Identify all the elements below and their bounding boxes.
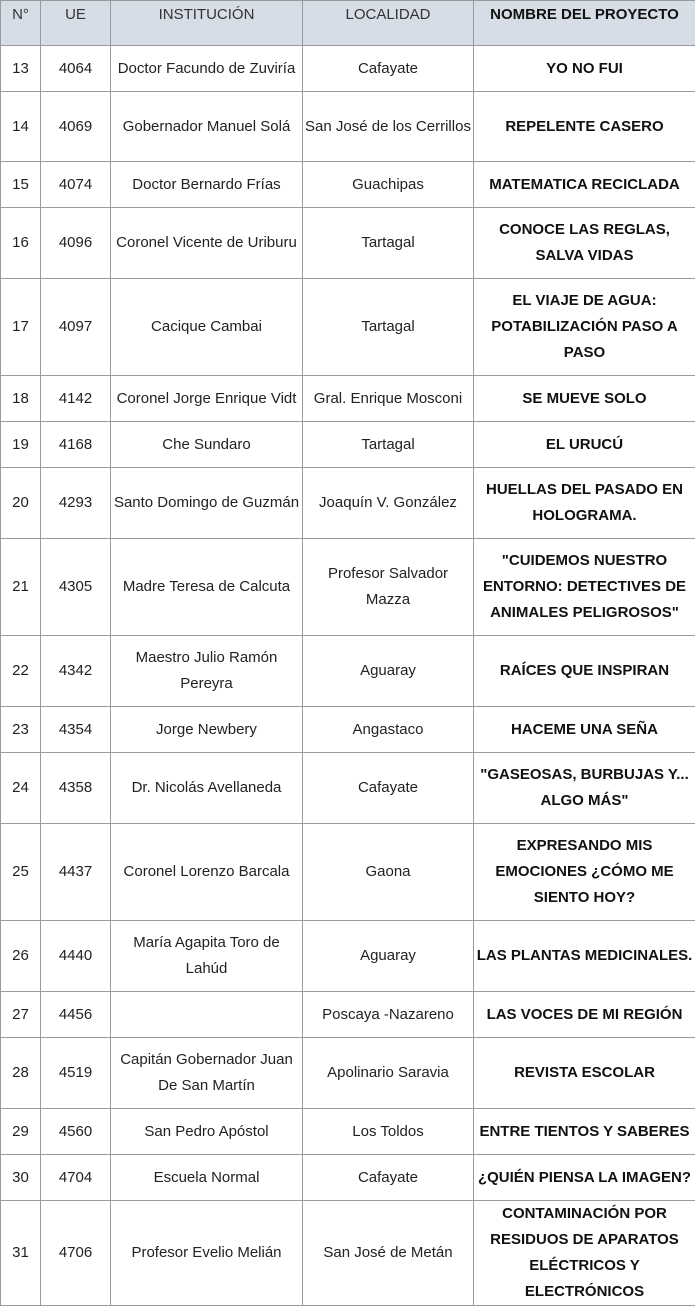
cell-proyecto: CONTAMINACIÓN POR RESIDUOS DE APARATOS ELÉCTRICOS Y ELECTRÓNICOS [474, 1201, 695, 1306]
cell-proyecto: REVISTA ESCOLAR [474, 1038, 695, 1109]
cell-num: 27 [1, 992, 41, 1038]
cell-institucion: María Agapita Toro de Lahúd [111, 921, 303, 992]
cell-localidad: Cafayate [303, 46, 474, 92]
cell-ue: 4168 [41, 422, 111, 468]
cell-num: 26 [1, 921, 41, 992]
table-body [1, 46, 695, 1306]
cell-ue: 4074 [41, 162, 111, 208]
cell-institucion: Coronel Vicente de Uriburu [111, 208, 303, 279]
table-row [1, 921, 695, 992]
cell-ue: 4456 [41, 992, 111, 1038]
cell-ue: 4358 [41, 753, 111, 824]
table-row [1, 162, 695, 208]
table-header [1, 1, 695, 46]
cell-localidad: Aguaray [303, 921, 474, 992]
cell-num: 25 [1, 824, 41, 921]
cell-institucion: Che Sundaro [111, 422, 303, 468]
cell-proyecto: RAÍCES QUE INSPIRAN [474, 636, 695, 707]
cell-ue: 4293 [41, 468, 111, 539]
cell-institucion: Capitán Gobernador Juan De San Martín [111, 1038, 303, 1109]
cell-proyecto: "CUIDEMOS NUESTRO ENTORNO: DETECTIVES DE ANIMALES PELIGROSOS" [474, 539, 695, 636]
cell-institucion: Dr. Nicolás Avellaneda [111, 753, 303, 824]
table-row [1, 1038, 695, 1109]
cell-proyecto: EL URUCÚ [474, 422, 695, 468]
cell-proyecto: HACEME UNA SEÑA [474, 707, 695, 753]
cell-num: 20 [1, 468, 41, 539]
cell-num: 14 [1, 92, 41, 162]
header-proyecto: NOMBRE DEL PROYECTO [474, 1, 695, 46]
cell-proyecto: SE MUEVE SOLO [474, 376, 695, 422]
cell-institucion: San Pedro Apóstol [111, 1109, 303, 1155]
cell-ue: 4706 [41, 1201, 111, 1306]
cell-institucion: Doctor Facundo de Zuviría [111, 46, 303, 92]
cell-proyecto: ENTRE TIENTOS Y SABERES [474, 1109, 695, 1155]
cell-ue: 4142 [41, 376, 111, 422]
cell-localidad: Gaona [303, 824, 474, 921]
cell-ue: 4342 [41, 636, 111, 707]
cell-ue: 4064 [41, 46, 111, 92]
cell-localidad: Cafayate [303, 1155, 474, 1201]
table-row [1, 1155, 695, 1201]
cell-institucion: Profesor Evelio Melián [111, 1201, 303, 1306]
cell-ue: 4560 [41, 1109, 111, 1155]
cell-ue: 4069 [41, 92, 111, 162]
table-row [1, 376, 695, 422]
cell-localidad: Joaquín V. González [303, 468, 474, 539]
cell-proyecto: MATEMATICA RECICLADA [474, 162, 695, 208]
table-row [1, 1109, 695, 1155]
cell-proyecto: REPELENTE CASERO [474, 92, 695, 162]
cell-institucion: Madre Teresa de Calcuta [111, 539, 303, 636]
cell-num: 29 [1, 1109, 41, 1155]
cell-proyecto: EL VIAJE DE AGUA: POTABILIZACIÓN PASO A PASO [474, 279, 695, 376]
cell-ue: 4440 [41, 921, 111, 992]
cell-institucion [111, 992, 303, 1038]
table-row [1, 824, 695, 921]
cell-ue: 4096 [41, 208, 111, 279]
table-row [1, 422, 695, 468]
table-row [1, 539, 695, 636]
cell-proyecto: LAS VOCES DE MI REGIÓN [474, 992, 695, 1038]
table-row [1, 279, 695, 376]
cell-localidad: San José de Metán [303, 1201, 474, 1306]
table-row [1, 92, 695, 162]
cell-institucion: Cacique Cambai [111, 279, 303, 376]
cell-num: 19 [1, 422, 41, 468]
header-localidad: LOCALIDAD [303, 1, 474, 46]
cell-institucion: Maestro Julio Ramón Pereyra [111, 636, 303, 707]
cell-num: 21 [1, 539, 41, 636]
cell-num: 23 [1, 707, 41, 753]
cell-localidad: Aguaray [303, 636, 474, 707]
cell-ue: 4305 [41, 539, 111, 636]
cell-num: 15 [1, 162, 41, 208]
cell-localidad: Tartagal [303, 422, 474, 468]
cell-num: 30 [1, 1155, 41, 1201]
cell-localidad: Angastaco [303, 707, 474, 753]
cell-institucion: Escuela Normal [111, 1155, 303, 1201]
table-row [1, 1201, 695, 1306]
cell-localidad: Tartagal [303, 279, 474, 376]
cell-proyecto: HUELLAS DEL PASADO EN HOLOGRAMA. [474, 468, 695, 539]
cell-institucion: Santo Domingo de Guzmán [111, 468, 303, 539]
cell-ue: 4704 [41, 1155, 111, 1201]
cell-proyecto: EXPRESANDO MIS EMOCIONES ¿CÓMO ME SIENTO HOY? [474, 824, 695, 921]
table-row [1, 46, 695, 92]
cell-num: 13 [1, 46, 41, 92]
cell-num: 18 [1, 376, 41, 422]
table-row [1, 992, 695, 1038]
cell-proyecto: ¿QUIÉN PIENSA LA IMAGEN? [474, 1155, 695, 1201]
cell-localidad: San José de los Cerrillos [303, 92, 474, 162]
header-row [1, 1, 695, 46]
cell-num: 28 [1, 1038, 41, 1109]
cell-proyecto: YO NO FUI [474, 46, 695, 92]
cell-localidad: Profesor Salvador Mazza [303, 539, 474, 636]
cell-num: 17 [1, 279, 41, 376]
table-row [1, 468, 695, 539]
cell-localidad: Guachipas [303, 162, 474, 208]
cell-localidad: Gral. Enrique Mosconi [303, 376, 474, 422]
cell-proyecto: "GASEOSAS, BURBUJAS Y... ALGO MÁS" [474, 753, 695, 824]
cell-proyecto: CONOCE LAS REGLAS, SALVA VIDAS [474, 208, 695, 279]
table-row [1, 636, 695, 707]
table-row [1, 208, 695, 279]
cell-institucion: Coronel Jorge Enrique Vidt [111, 376, 303, 422]
cell-num: 24 [1, 753, 41, 824]
cell-localidad: Tartagal [303, 208, 474, 279]
cell-institucion: Doctor Bernardo Frías [111, 162, 303, 208]
header-num: N° [1, 1, 41, 46]
cell-num: 16 [1, 208, 41, 279]
cell-ue: 4354 [41, 707, 111, 753]
header-institucion: INSTITUCIÓN [111, 1, 303, 46]
cell-localidad: Cafayate [303, 753, 474, 824]
cell-ue: 4437 [41, 824, 111, 921]
cell-proyecto: LAS PLANTAS MEDICINALES. [474, 921, 695, 992]
cell-num: 31 [1, 1201, 41, 1306]
table-row [1, 753, 695, 824]
cell-localidad: Apolinario Saravia [303, 1038, 474, 1109]
cell-institucion: Coronel Lorenzo Barcala [111, 824, 303, 921]
cell-institucion: Gobernador Manuel Solá [111, 92, 303, 162]
cell-localidad: Los Toldos [303, 1109, 474, 1155]
header-ue: UE [41, 1, 111, 46]
cell-ue: 4097 [41, 279, 111, 376]
cell-localidad: Poscaya -Nazareno [303, 992, 474, 1038]
table-row [1, 707, 695, 753]
cell-num: 22 [1, 636, 41, 707]
cell-institucion: Jorge Newbery [111, 707, 303, 753]
cell-ue: 4519 [41, 1038, 111, 1109]
